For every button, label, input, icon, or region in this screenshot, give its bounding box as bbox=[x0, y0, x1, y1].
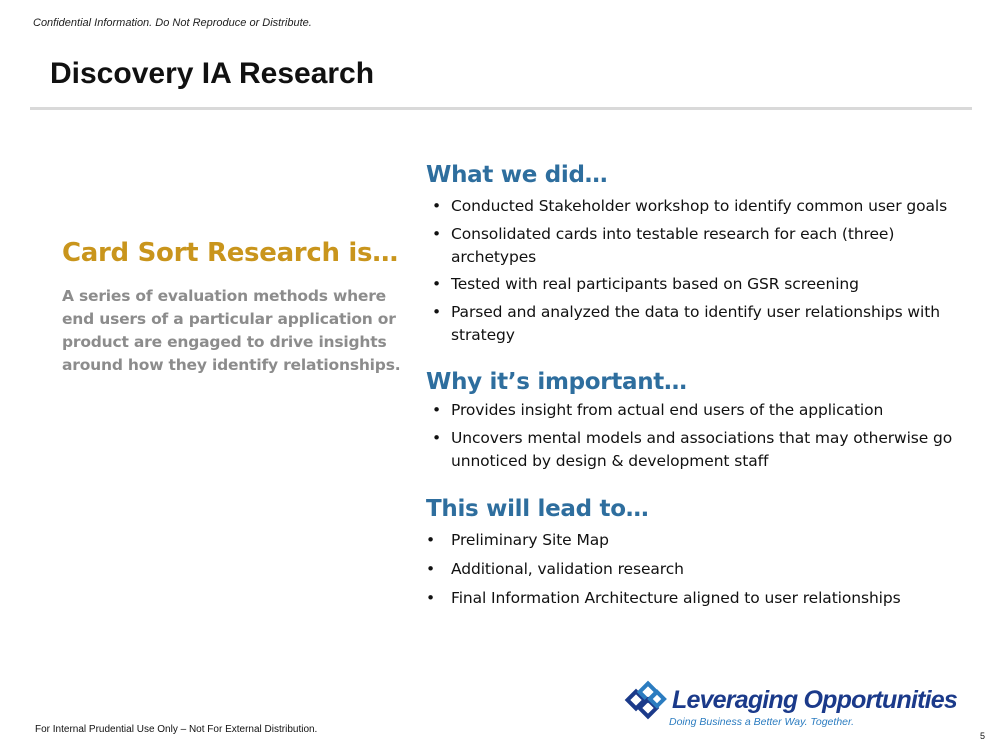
logo-tagline: Doing Business a Better Way. Together. bbox=[669, 716, 855, 728]
list-item bbox=[426, 558, 976, 581]
page-number: 5 bbox=[979, 731, 985, 741]
list-item bbox=[426, 301, 976, 347]
list-item-text: Provides insight from actual end users of the application bbox=[451, 400, 884, 419]
list-item bbox=[426, 529, 976, 552]
bullet-icon: • bbox=[432, 428, 442, 447]
company-logo bbox=[622, 680, 957, 730]
list-item bbox=[426, 195, 976, 218]
bullet-list bbox=[426, 529, 976, 610]
bullet-list bbox=[426, 195, 976, 347]
bullet-icon: • bbox=[426, 588, 436, 607]
list-item-text: Parsed and analyzed the data to identify user relationships with strategy bbox=[451, 302, 940, 344]
list-item-text: Preliminary Site Map bbox=[451, 530, 609, 549]
section-what-we-did bbox=[426, 158, 976, 347]
list-item bbox=[426, 399, 976, 422]
research-summary bbox=[426, 158, 976, 610]
bullet-list bbox=[426, 399, 976, 473]
list-item-text: Tested with real participants based on GSR screening bbox=[451, 275, 859, 293]
card-sort-heading: Card Sort Research is… bbox=[62, 238, 398, 268]
section-why-important bbox=[426, 365, 976, 473]
bullet-icon: • bbox=[432, 224, 442, 243]
title-divider bbox=[30, 107, 972, 110]
list-item bbox=[426, 427, 976, 473]
list-item-text: Consolidated cards into testable research for each (three) archetypes bbox=[451, 224, 895, 266]
card-sort-description: A series of evaluation methods where end users of a particular application or product are engaged to drive insights around how they identify relationships. bbox=[62, 287, 401, 374]
list-item-text: Conducted Stakeholder workshop to identify common user goals bbox=[451, 197, 948, 215]
bullet-icon: • bbox=[432, 302, 442, 321]
list-item bbox=[426, 273, 976, 296]
footer-distribution-note: For Internal Prudential Use Only – Not For External Distribution. bbox=[35, 724, 318, 735]
section-heading: What we did… bbox=[426, 162, 608, 188]
list-item-text: Uncovers mental models and associations that may otherwise go unnoticed by design & development staff bbox=[451, 428, 953, 470]
bullet-icon: • bbox=[432, 400, 442, 419]
slide-title: Discovery IA Research bbox=[50, 57, 375, 90]
bullet-icon: • bbox=[432, 197, 442, 215]
section-will-lead-to bbox=[426, 492, 976, 610]
confidential-notice: Confidential Information. Do Not Reproduce or Distribute. bbox=[33, 17, 312, 29]
bullet-icon: • bbox=[426, 530, 436, 549]
interlocking-diamonds-logo-icon bbox=[622, 680, 670, 728]
list-item-text: Additional, validation research bbox=[451, 559, 684, 578]
bullet-icon: • bbox=[426, 559, 436, 578]
section-heading: Why it’s important… bbox=[426, 368, 687, 395]
section-heading: This will lead to… bbox=[426, 495, 649, 522]
logo-wordmark: Leveraging Opportunities bbox=[672, 686, 957, 714]
bullet-icon: • bbox=[432, 275, 442, 293]
list-item bbox=[426, 223, 976, 269]
list-item bbox=[426, 587, 976, 610]
list-item-text: Final Information Architecture aligned to user relationships bbox=[451, 588, 901, 607]
